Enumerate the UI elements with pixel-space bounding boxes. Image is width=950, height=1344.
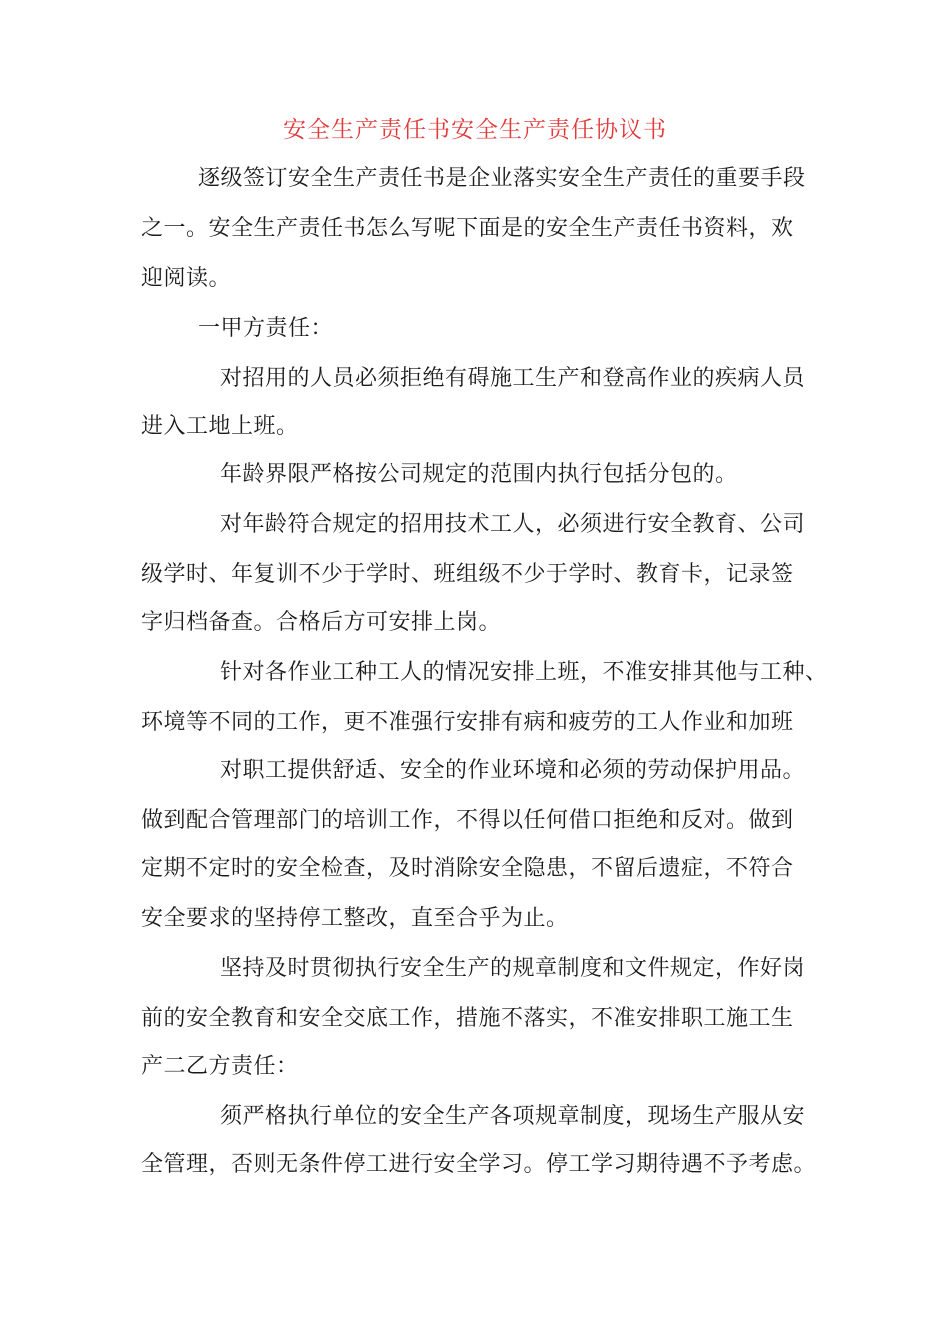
section-heading: 产二乙方责任：: [141, 1054, 299, 1079]
paragraph-line: 字归档备查。合格后方可安排上岗。: [141, 610, 502, 635]
paragraph-line: 做到配合管理部门的培训工作，不得以任何借口拒绝和反对。做到: [141, 808, 794, 833]
paragraph-line: 之一。安全生产责任书怎么写呢下面是的安全生产责任书资料，欢: [141, 216, 794, 241]
paragraph-line: 环境等不同的工作，更不准强行安排有病和疲劳的工人作业和加班: [141, 710, 794, 735]
paragraph-line: 对招用的人员必须拒绝有碍施工生产和登高作业的疾病人员: [220, 366, 806, 391]
paragraph-line: 前的安全教育和安全交底工作，措施不落实，不准安排职工施工生: [141, 1006, 794, 1031]
paragraph-line: 对年龄符合规定的招用技术工人，必须进行安全教育、公司: [220, 512, 806, 537]
paragraph-line: 针对各作业工种工人的情况安排上班，不准安排其他与工种、: [220, 660, 828, 685]
paragraph-line: 年龄界限严格按公司规定的范围内执行包括分包的。: [220, 462, 738, 487]
paragraph-line: 进入工地上班。: [141, 414, 299, 439]
paragraph-line: 坚持及时贯彻执行安全生产的规章制度和文件规定，作好岗: [220, 956, 806, 981]
paragraph-line: 定期不定时的安全检查，及时消除安全隐患，不留后遗症，不符合: [141, 856, 794, 881]
paragraph-line: 迎阅读。: [141, 266, 232, 291]
paragraph-line: 逐级签订安全生产责任书是企业落实安全生产责任的重要手段: [198, 166, 806, 191]
paragraph-line: 对职工提供舒适、安全的作业环境和必须的劳动保护用品。: [220, 758, 806, 783]
paragraph-line: 全管理，否则无条件停工进行安全学习。停工学习期待遇不予考虑。: [141, 1152, 817, 1177]
paragraph-line: 安全要求的坚持停工整改，直至合乎为止。: [141, 906, 569, 931]
paragraph-line: 须严格执行单位的安全生产各项规章制度，现场生产服从安: [220, 1104, 806, 1129]
section-heading: 一甲方责任：: [198, 316, 334, 341]
paragraph-line: 级学时、年复训不少于学时、班组级不少于学时、教育卡，记录签: [141, 562, 794, 587]
document-title: 安全生产责任书安全生产责任协议书: [283, 117, 667, 143]
